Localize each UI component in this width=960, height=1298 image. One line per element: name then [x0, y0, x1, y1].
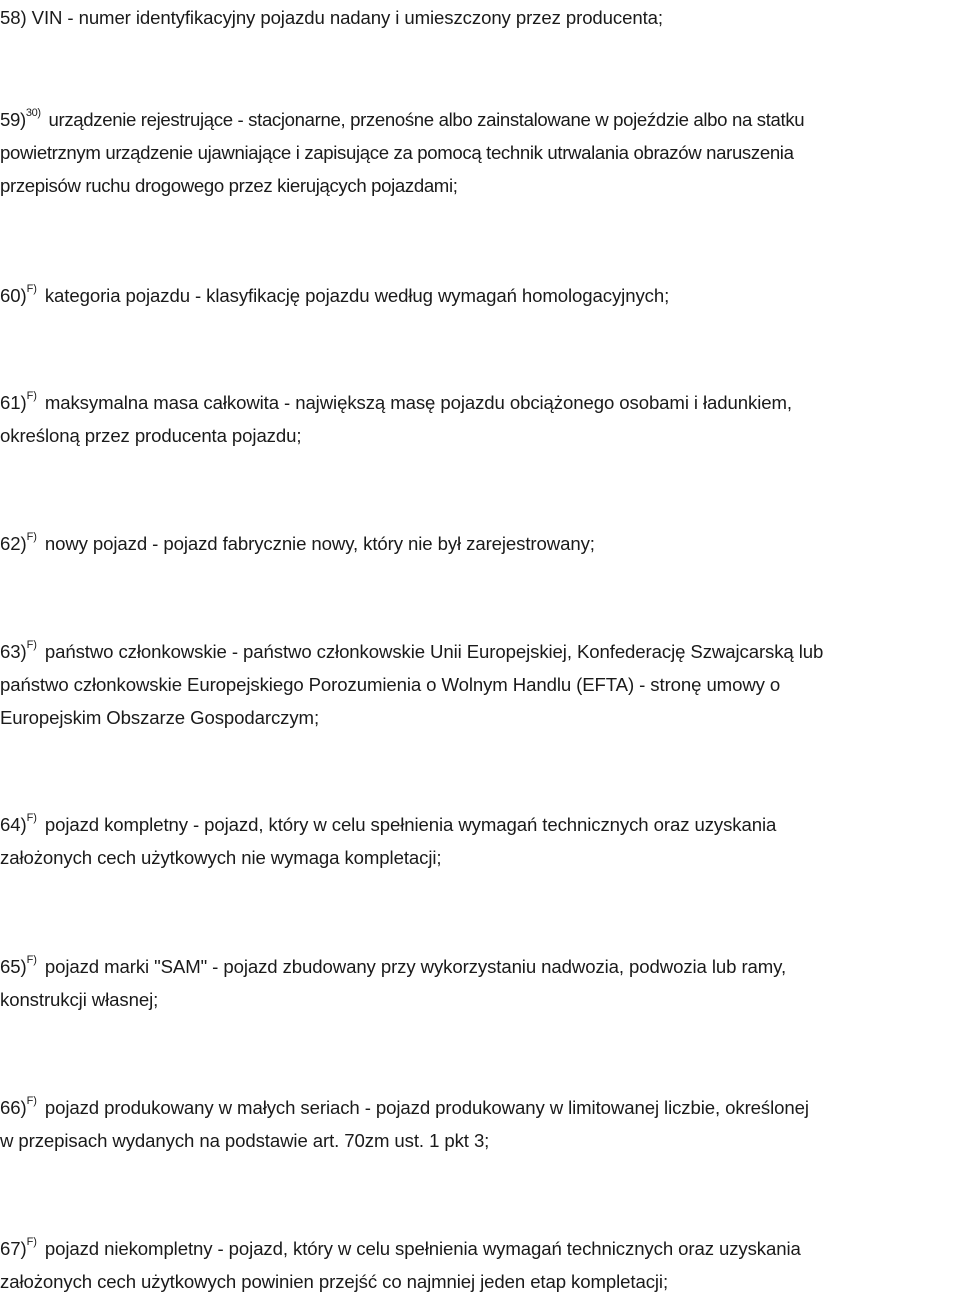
definition-text: przepisów ruchu drogowego przez kierujących pojazdami; — [0, 175, 458, 196]
definition-65 — [0, 950, 958, 1016]
definition-66 — [0, 1091, 958, 1157]
footnote-marker: F) — [26, 282, 37, 295]
definition-text: pojazd marki "SAM" - pojazd zbudowany przy wykorzystaniu nadwozia, podwozia lub ramy, — [44, 956, 787, 977]
definition-text: Europejskim Obszarze Gospodarczym; — [0, 707, 320, 728]
definition-line — [0, 136, 958, 169]
definition-62 — [0, 527, 958, 560]
definition-text: maksymalna masa całkowita - największą masę pojazdu obciążonego osobami i ładunkiem, — [44, 392, 792, 413]
definition-line — [0, 527, 958, 560]
definition-line — [0, 668, 958, 701]
definition-line — [0, 386, 958, 419]
definition-number: 67) — [0, 1238, 27, 1259]
definition-text: określoną przez producenta pojazdu; — [0, 425, 302, 446]
footnote-marker: F) — [26, 638, 37, 651]
definition-text: w przepisach wydanych na podstawie art. 70zm ust. 1 pkt 3; — [0, 1130, 490, 1151]
definition-line — [0, 841, 958, 874]
definition-67 — [0, 1232, 958, 1298]
definition-number: 65) — [0, 956, 27, 977]
definition-line — [0, 635, 958, 668]
definition-60 — [0, 279, 958, 312]
definition-text: VIN - numer identyfikacyjny pojazdu nadany i umieszczony przez producenta; — [31, 7, 663, 28]
definition-number: 66) — [0, 1097, 27, 1118]
definition-line — [0, 1, 958, 34]
footnote-marker: F) — [26, 530, 37, 543]
definition-line — [0, 950, 958, 983]
definition-number: 62) — [0, 533, 27, 554]
definition-59 — [0, 103, 958, 202]
definition-text: założonych cech użytkowych powinien przejść co najmniej jeden etap kompletacji; — [0, 1271, 669, 1292]
definition-line — [0, 103, 958, 136]
footnote-marker: F) — [26, 1235, 37, 1248]
definition-text: państwo członkowskie - państwo członkowskie Unii Europejskiej, Konfederację Szwajcarską lub — [44, 641, 824, 662]
definition-line — [0, 1124, 958, 1157]
definition-text: kategoria pojazdu - klasyfikację pojazdu według wymagań homologacyjnych; — [44, 285, 670, 306]
definition-text: urządzenie rejestrujące - stacjonarne, przenośne albo zainstalowane w pojeździe albo na statku — [48, 109, 805, 130]
definition-line — [0, 1091, 958, 1124]
definition-64 — [0, 808, 958, 874]
definition-61 — [0, 386, 958, 452]
footnote-marker: F) — [26, 389, 37, 402]
footnote-marker: 30) — [25, 106, 41, 119]
definition-text: pojazd produkowany w małych seriach - pojazd produkowany w limitowanej liczbie, określonej — [44, 1097, 809, 1118]
definition-line — [0, 808, 958, 841]
definition-line — [0, 419, 958, 452]
definition-number: 64) — [0, 814, 27, 835]
definition-text: pojazd kompletny - pojazd, który w celu spełnienia wymagań technicznych oraz uzyskania — [44, 814, 777, 835]
definition-number: 59) — [0, 109, 26, 130]
definition-text: powietrznym urządzenie ujawniające i zapisujące za pomocą technik utrwalania obrazów naruszenia — [0, 142, 794, 163]
footnote-marker: F) — [26, 953, 37, 966]
definition-58 — [0, 1, 958, 34]
definition-number: 58) — [0, 7, 27, 28]
definition-line — [0, 1265, 958, 1298]
definition-line — [0, 169, 958, 202]
definition-number: 63) — [0, 641, 27, 662]
definition-line — [0, 983, 958, 1016]
definition-number: 60) — [0, 285, 27, 306]
definition-number: 61) — [0, 392, 27, 413]
definition-text: nowy pojazd - pojazd fabrycznie nowy, który nie był zarejestrowany; — [44, 533, 595, 554]
definition-text: pojazd niekompletny - pojazd, który w celu spełnienia wymagań technicznych oraz uzyskania — [44, 1238, 801, 1259]
definition-line — [0, 701, 958, 734]
definition-line — [0, 1232, 958, 1265]
definition-line — [0, 279, 958, 312]
footnote-marker: F) — [26, 1094, 37, 1107]
definition-text: założonych cech użytkowych nie wymaga kompletacji; — [0, 847, 442, 868]
definition-text: konstrukcji własnej; — [0, 989, 159, 1010]
definition-63 — [0, 635, 958, 734]
definition-text: państwo członkowskie Europejskiego Porozumienia o Wolnym Handlu (EFTA) - stronę umowy o — [0, 674, 781, 695]
footnote-marker: F) — [26, 811, 37, 824]
